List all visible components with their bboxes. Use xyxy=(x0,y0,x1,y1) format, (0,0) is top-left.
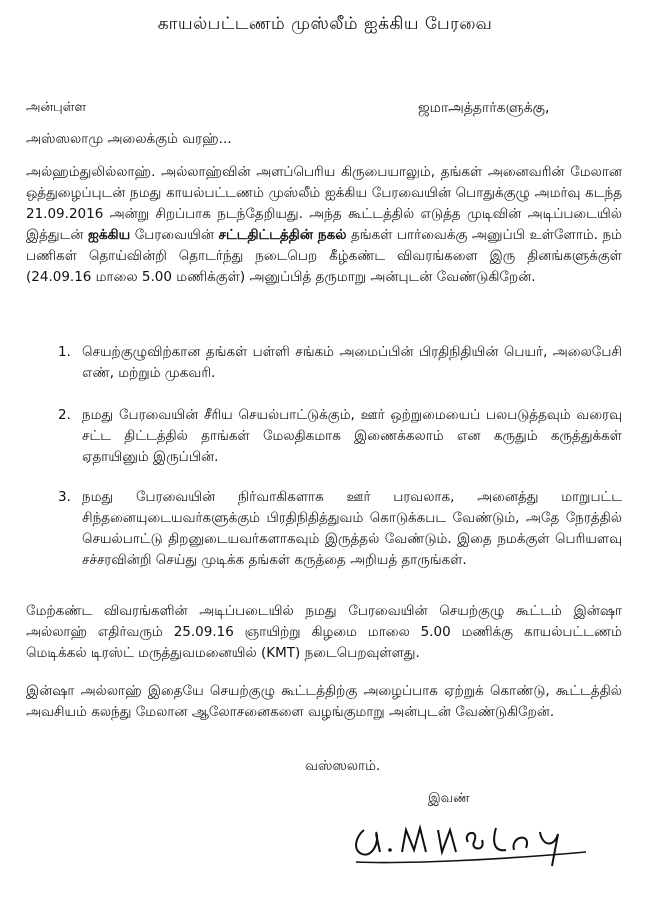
list-item-text: நமது பேரவையின் நிர்வாகிகளாக ஊர் பரவலாக, அனைத்து மாறுபட்ட சிந்தனையுடையவர்களுக்கும் பிரதிநிதித்துவம் கொடுக்கபட வேண்டும், அதே நேரத்தில் செயல்பாட்டு திறனுடையவர்களாகவும் இருத்தல் வேண்டும். இதை நமக்குள் பெரியளவு சச்சரவின்றி செய்து முடிக்க தங்கள் கருத்தை அறியத் தாருங்கள். xyxy=(82,489,622,568)
body-paragraph-1 xyxy=(26,162,622,288)
list-item-number: 1. xyxy=(58,344,71,360)
salam-line: அஸ்ஸலாமு அலைக்கும் வரஹ்... xyxy=(26,131,232,147)
closing-salutation: வஸ்ஸலாம். xyxy=(305,758,381,774)
body-paragraph-3: இன்ஷா அல்லாஹ் இதையே செயற்குழு கூட்டத்திற்கு அழைப்பாக ஏற்றுக் கொண்டு, கூட்டத்தில் அவசியம் கலந்து மேலான ஆலோசனைகளை வழங்குமாறு அன்புடன் வேண்டுகிறேன். xyxy=(26,683,622,720)
greeting-addressee: ஜமாஅத்தார்களுக்கு, xyxy=(418,100,550,116)
para1-bold-1: ஐக்கிய xyxy=(88,227,131,243)
list-item-text: செயற்குழுவிற்கான தங்கள் பள்ளி சங்கம் அமைப்பின் பிரதிநிதியின் பெயர், அலைபேசி எண், மற்றும் முகவரி. xyxy=(82,344,622,381)
list-item-number: 3. xyxy=(58,489,71,505)
handwritten-signature xyxy=(346,812,606,872)
list-item-number: 2. xyxy=(58,407,71,423)
sender-label: இவண் xyxy=(428,791,470,806)
body-paragraph-2: மேற்கண்ட விவரங்களின் அடிப்படையில் நமது பேரவையின் செயற்குழு கூட்டம் இன்ஷா அல்லாஹ் எதிர்வரும் 25.09.16 ஞாயிற்று கிழமை மாலை 5.00 மணிக்கு காயல்பட்டணம் மெடிக்கல் டிரஸ்ட் மருத்துவமனையில் (KMT) நடைபெறவுள்ளது. xyxy=(26,603,622,661)
para1-text-a: அல்ஹம்துலில்லாஹ். அல்லாஹ்வின் அளப்பெரிய கிருபையாலும், தங்கள் அனைவரின் மேலான ஒத்துழைப்புடன் நமது காயல்பட்டணம் முஸ்லீம் ஐக்கிய பேரவையின் பொதுக்குழு அமர்வு கடந்த 21.09.2016 அன்று சிறப்பாக நடந்தேறியது. அந்த கூட்டத்தில் எடுத்த முடிவின் அடிப்படையில் இத்துடன் xyxy=(26,164,622,243)
greeting-to: அன்புள்ள xyxy=(26,100,87,115)
para1-text-b: பேரவையின் xyxy=(130,227,219,243)
letter-title: காயல்பட்டணம் முஸ்லீம் ஐக்கிய பேரவை xyxy=(157,14,493,34)
list-item-text: நமது பேரவையின் சீரிய செயல்பாட்டுக்கும், ஊர் ஒற்றுமையைப் பலபடுத்தவும் வரைவு சட்ட திட்டத்தில் தாங்கள் மேலதிகமாக இணைக்கலாம் என கருதும் கருத்துக்கள் ஏதாயினும் இருப்பின். xyxy=(82,407,622,465)
para1-bold-2: சட்டதிட்டத்தின் நகல் xyxy=(218,227,347,243)
para1-text-c: தங்கள் பார்வைக்கு அனுப்பி உள்ளோம். நம் பணிகள் தொய்வின்றி தொடர்ந்து நடைபெற கீழ்கண்ட விவரங்களை இரு தினங்களுக்குள் (24.09.16 மாலை 5.00 மணிக்குள்) அனுப்பித் தருமாறு அன்புடன் வேண்டுகிறேன். xyxy=(26,227,622,285)
